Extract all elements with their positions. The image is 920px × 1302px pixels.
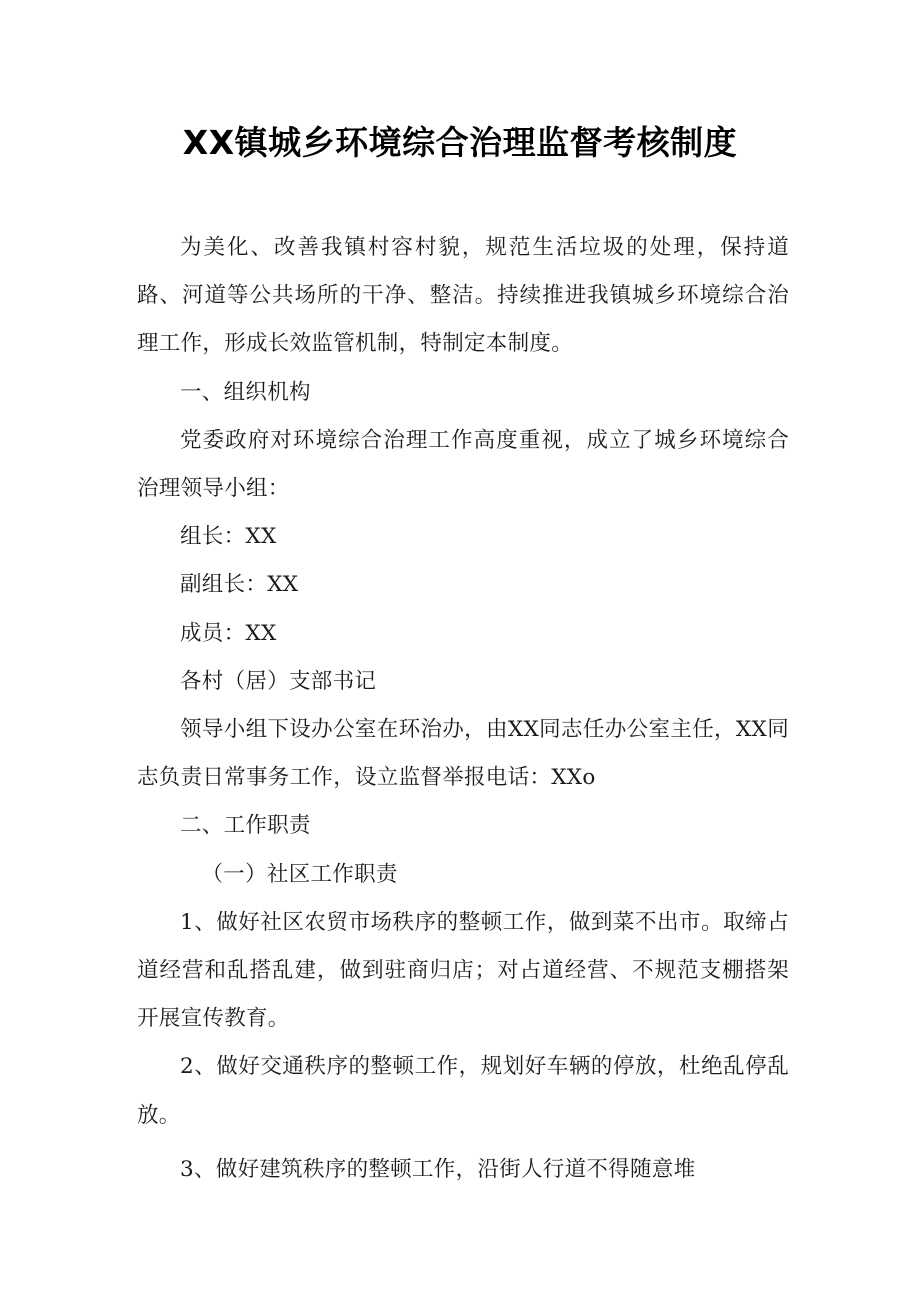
document-title: XX镇城乡环境综合治理监督考核制度: [182, 123, 738, 162]
item1-paragraph: 1、做好社区农贸市场秩序的整顿工作，做到菜不出市。取缔占道经营和乱搭乱建，做到驻商归店；对占道经营、不规范支棚搭架开展宣传教育。: [137, 909, 789, 1032]
item3-paragraph: 3、做好建筑秩序的整顿工作，沿街人行道不得随意堆: [180, 1156, 696, 1182]
section1-heading: 一、组织机构: [180, 379, 311, 405]
intro-paragraph: 为美化、改善我镇村容村貌，规范生活垃圾的处理，保持道路、河道等公共场所的干净、整洁。持续推进我镇城乡环境综合治理工作，形成长效监管机制，特制定本制度。: [137, 235, 789, 357]
office-paragraph: 领导小组下设办公室在环治办，由XX同志任办公室主任，XX同志负责日常事务工作，设立监督举报电话：XXo: [137, 717, 789, 791]
section2-heading: 二、工作职责: [180, 813, 311, 839]
deputy-leader-line: 副组长：XX: [180, 572, 299, 598]
branch-secretaries-line: 各村（居）支部书记: [180, 668, 377, 694]
leader-line: 组长：XX: [180, 524, 277, 550]
item2-paragraph: 2、做好交通秩序的整顿工作，规划好车辆的停放，杜绝乱停乱放。: [137, 1054, 789, 1128]
members-line: 成员：XX: [180, 620, 277, 646]
section1-paragraph: 党委政府对环境综合治理工作高度重视，成立了城乡环境综合治理领导小组：: [137, 427, 789, 502]
subsection1-heading: （一）社区工作职责: [201, 861, 398, 887]
document-body: [137, 224, 789, 1194]
